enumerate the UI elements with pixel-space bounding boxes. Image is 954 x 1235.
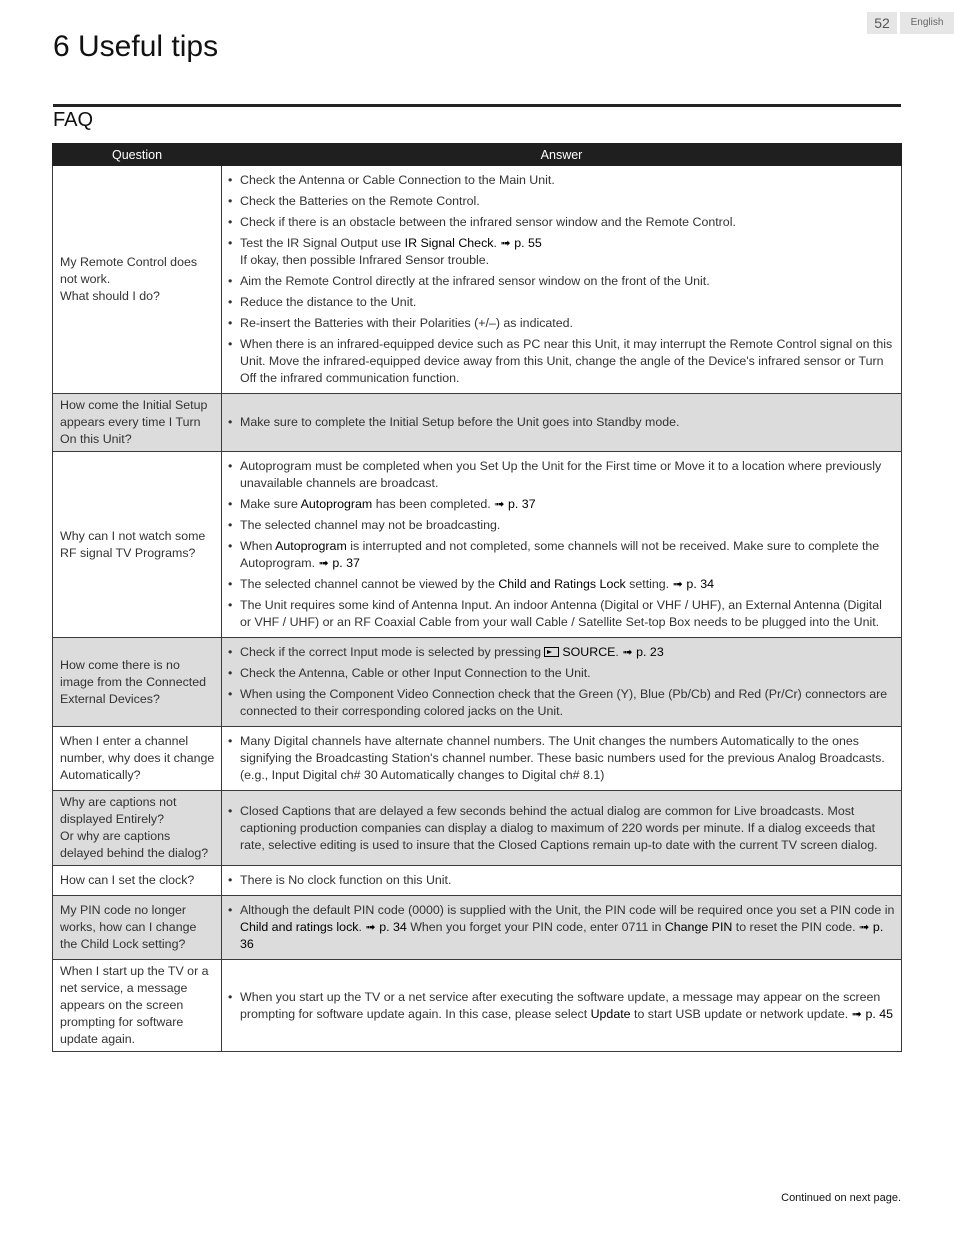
faq-row — [53, 960, 902, 1052]
answer-text: Although the default PIN code (0000) is supplied with the Unit, the PIN code will be required once you set a PIN code in — [240, 903, 895, 917]
answer-text: Test the IR Signal Output use — [240, 236, 405, 250]
answer-item — [228, 193, 895, 210]
emphasis-text: Autoprogram — [300, 497, 373, 511]
answer-text: Check the Antenna, Cable or other Input Connection to the Unit. — [240, 666, 591, 680]
answer-text: . — [493, 236, 501, 250]
answer-text: Re-insert the Batteries with their Polarities (+/–) as indicated. — [240, 316, 573, 330]
answer-text: When — [240, 539, 276, 553]
faq-row — [53, 727, 902, 791]
answer-item — [228, 665, 895, 682]
answer-list — [228, 644, 895, 720]
source-input-icon — [544, 647, 559, 657]
faq-question: How come the Initial Setup appears every time I Turn On this Unit? — [53, 394, 222, 452]
page-reference-arrow-icon: ➟ — [494, 497, 505, 511]
answer-text: Make sure — [240, 497, 301, 511]
emphasis-text: p. 36 — [240, 920, 884, 951]
faq-row — [53, 394, 902, 452]
faq-row — [53, 896, 902, 960]
faq-answer — [222, 896, 902, 960]
emphasis-text: Child and ratings lock — [240, 920, 359, 934]
faq-row — [53, 638, 902, 727]
answer-item — [228, 989, 895, 1023]
answer-text: Check the Antenna or Cable Connection to the Main Unit. — [240, 173, 555, 187]
answer-text: . — [358, 920, 366, 934]
faq-answer — [222, 452, 902, 638]
answer-item — [228, 294, 895, 311]
faq-answer — [222, 727, 902, 791]
answer-item — [228, 172, 895, 189]
answer-item — [228, 496, 895, 513]
emphasis-text: p. 23 — [636, 645, 664, 659]
answer-list — [228, 803, 895, 854]
answer-item — [228, 733, 895, 784]
page-reference-arrow-icon: ➟ — [859, 920, 870, 934]
faq-row — [53, 866, 902, 896]
emphasis-text: Update — [590, 1006, 631, 1021]
emphasis-text: p. 37 — [508, 497, 536, 511]
answer-item — [228, 538, 895, 572]
answer-text: setting. — [625, 577, 673, 591]
answer-text: Make sure to complete the Initial Setup before the Unit goes into Standby mode. — [240, 415, 680, 429]
page-reference-arrow-icon: ➟ — [500, 236, 511, 250]
emphasis-text: Change PIN — [664, 920, 733, 934]
emphasis-text: Autoprogram — [275, 539, 347, 553]
emphasis-text: p. 55 — [514, 236, 542, 250]
faq-question: When I start up the TV or a net service, a message appears on the screen prompting for software update again. — [53, 960, 222, 1052]
answer-text: Many Digital channels have alternate channel numbers. The Unit changes the numbers Automatically to the ones signifying the Broadcasting Station's channel number. These basic numbers used for the previous Analog Broadcasts. (e.g., Input Digital ch# 30 Automatically changes to Digital ch# 8.1) — [240, 734, 885, 782]
faq-answer — [222, 166, 902, 394]
emphasis-text: p. 37 — [332, 556, 360, 570]
answer-item — [228, 458, 895, 492]
faq-question: When I enter a channel number, why does it change Automatically? — [53, 727, 222, 791]
answer-text: Aim the Remote Control directly at the infrared sensor window on the front of the Unit. — [240, 274, 710, 288]
emphasis-text: p. 34 — [379, 920, 407, 934]
emphasis-text: p. 34 — [686, 577, 714, 591]
answer-item — [228, 235, 895, 269]
answer-list — [228, 172, 895, 387]
faq-answer — [222, 791, 902, 866]
answer-text: is interrupted and not completed, some channels will not be received. Make sure to complete the Autoprogram. — [240, 539, 880, 570]
answer-item — [228, 686, 895, 720]
answer-item — [228, 872, 895, 889]
answer-list — [228, 414, 895, 431]
faq-question: How come there is no image from the Connected External Devices? — [53, 638, 222, 727]
faq-table — [52, 143, 902, 1052]
faq-question: My Remote Control does not work. What should I do? — [53, 166, 222, 394]
page-reference-arrow-icon: ➟ — [672, 577, 683, 591]
answer-text: Closed Captions that are delayed a few seconds behind the actual dialog are common for Live broadcasts. Most captioning production companies can display a dialog to maximum of 220 words per minute. If a dialog exceeds that rate, selective editing is used to insure that the Closed Captions remain up-to date with the current TV screen dialog. — [240, 803, 878, 852]
page-number: 52 — [867, 12, 897, 34]
page-reference-arrow-icon: ➟ — [318, 556, 329, 570]
answer-item — [228, 315, 895, 332]
emphasis-text: SOURCE — [562, 645, 616, 659]
emphasis-text: IR Signal Check — [404, 236, 494, 250]
answer-item — [228, 576, 895, 593]
answer-text: The selected channel cannot be viewed by the — [240, 577, 499, 591]
faq-answer — [222, 394, 902, 452]
answer-text: Check if the correct Input mode is selected by pressing — [240, 645, 545, 659]
answer-item — [228, 902, 895, 953]
answer-item — [228, 517, 895, 534]
faq-question: Why are captions not displayed Entirely? Or why are captions delayed behind the dialog? — [53, 791, 222, 866]
answer-text: If okay, then possible Infrared Sensor trouble. — [240, 253, 490, 267]
faq-answer — [222, 638, 902, 727]
faq-answer — [222, 960, 902, 1052]
answer-text: When there is an infrared-equipped device such as PC near this Unit, it may interrupt the Remote Control signal on this Unit. Move the infrared-equipped device away from this Unit, change the angle of the Device's infrared sensor or Turn Off the infrared communication function. — [240, 337, 893, 385]
section-divider — [53, 104, 901, 107]
answer-text: When you start up the TV or a net service after executing the software update, a message may appear on the screen prompting for software update again. In this case, please select — [240, 989, 881, 1021]
answer-list — [228, 902, 895, 953]
answer-item — [228, 214, 895, 231]
answer-list — [228, 458, 895, 631]
answer-text: The selected channel may not be broadcasting. — [240, 518, 501, 532]
faq-row — [53, 166, 902, 394]
answer-column-header: Answer — [222, 144, 902, 166]
question-column-header: Question — [53, 144, 222, 166]
chapter-title: 6 Useful tips — [53, 30, 219, 63]
section-title: FAQ — [53, 109, 94, 131]
answer-text: . — [615, 645, 623, 659]
page-reference-arrow-icon: ➟ — [365, 920, 376, 934]
faq-question: Why can I not watch some RF signal TV Programs? — [53, 452, 222, 638]
continued-note: Continued on next page. — [781, 1192, 901, 1204]
answer-item — [228, 597, 895, 631]
answer-item — [228, 273, 895, 290]
answer-text: to reset the PIN code. — [732, 920, 860, 934]
answer-text: The Unit requires some kind of Antenna Input. An indoor Antenna (Digital or VHF / UHF), an External Antenna (Digital or VHF / UHF) or an RF Coaxial Cable from your wall Cable / Satellite Set-top Box needs to be plugged into the Unit. — [240, 598, 882, 629]
answer-text: Reduce the distance to the Unit. — [240, 295, 417, 309]
language-label: English — [900, 12, 954, 34]
faq-question: How can I set the clock? — [53, 866, 222, 896]
emphasis-text: p. 45 — [865, 1006, 894, 1021]
answer-text: When you forget your PIN code, enter 0711 in — [406, 920, 665, 934]
answer-text: has been completed. — [372, 497, 495, 511]
answer-item — [228, 803, 895, 854]
answer-text: Autoprogram must be completed when you Set Up the Unit for the First time or Move it to a location where previously unavailable channels are broadcast. — [240, 459, 882, 490]
answer-item — [228, 336, 895, 387]
faq-row — [53, 791, 902, 866]
answer-text: Check the Batteries on the Remote Control. — [240, 194, 480, 208]
answer-text: to start USB update or network update. — [630, 1006, 852, 1021]
faq-row — [53, 452, 902, 638]
faq-table-body — [53, 166, 902, 1052]
answer-item — [228, 644, 895, 661]
answer-item — [228, 414, 895, 431]
answer-list — [228, 733, 895, 784]
page-reference-arrow-icon: ➟ — [851, 1006, 863, 1021]
answer-list — [228, 872, 895, 889]
answer-text: There is No clock function on this Unit. — [240, 873, 452, 887]
answer-text: When using the Component Video Connection check that the Green (Y), Blue (Pb/Cb) and Red (Pr/Cr) connectors are connected to their corresponding colored jacks on the Unit. — [240, 687, 888, 718]
answer-text: Check if there is an obstacle between the infrared sensor window and the Remote Control. — [240, 215, 736, 229]
emphasis-text: Child and Ratings Lock — [498, 577, 626, 591]
answer-list — [228, 989, 895, 1023]
page-reference-arrow-icon: ➟ — [622, 645, 633, 659]
faq-header-row — [53, 144, 902, 166]
faq-answer — [222, 866, 902, 896]
faq-question: My PIN code no longer works, how can I change the Child Lock setting? — [53, 896, 222, 960]
